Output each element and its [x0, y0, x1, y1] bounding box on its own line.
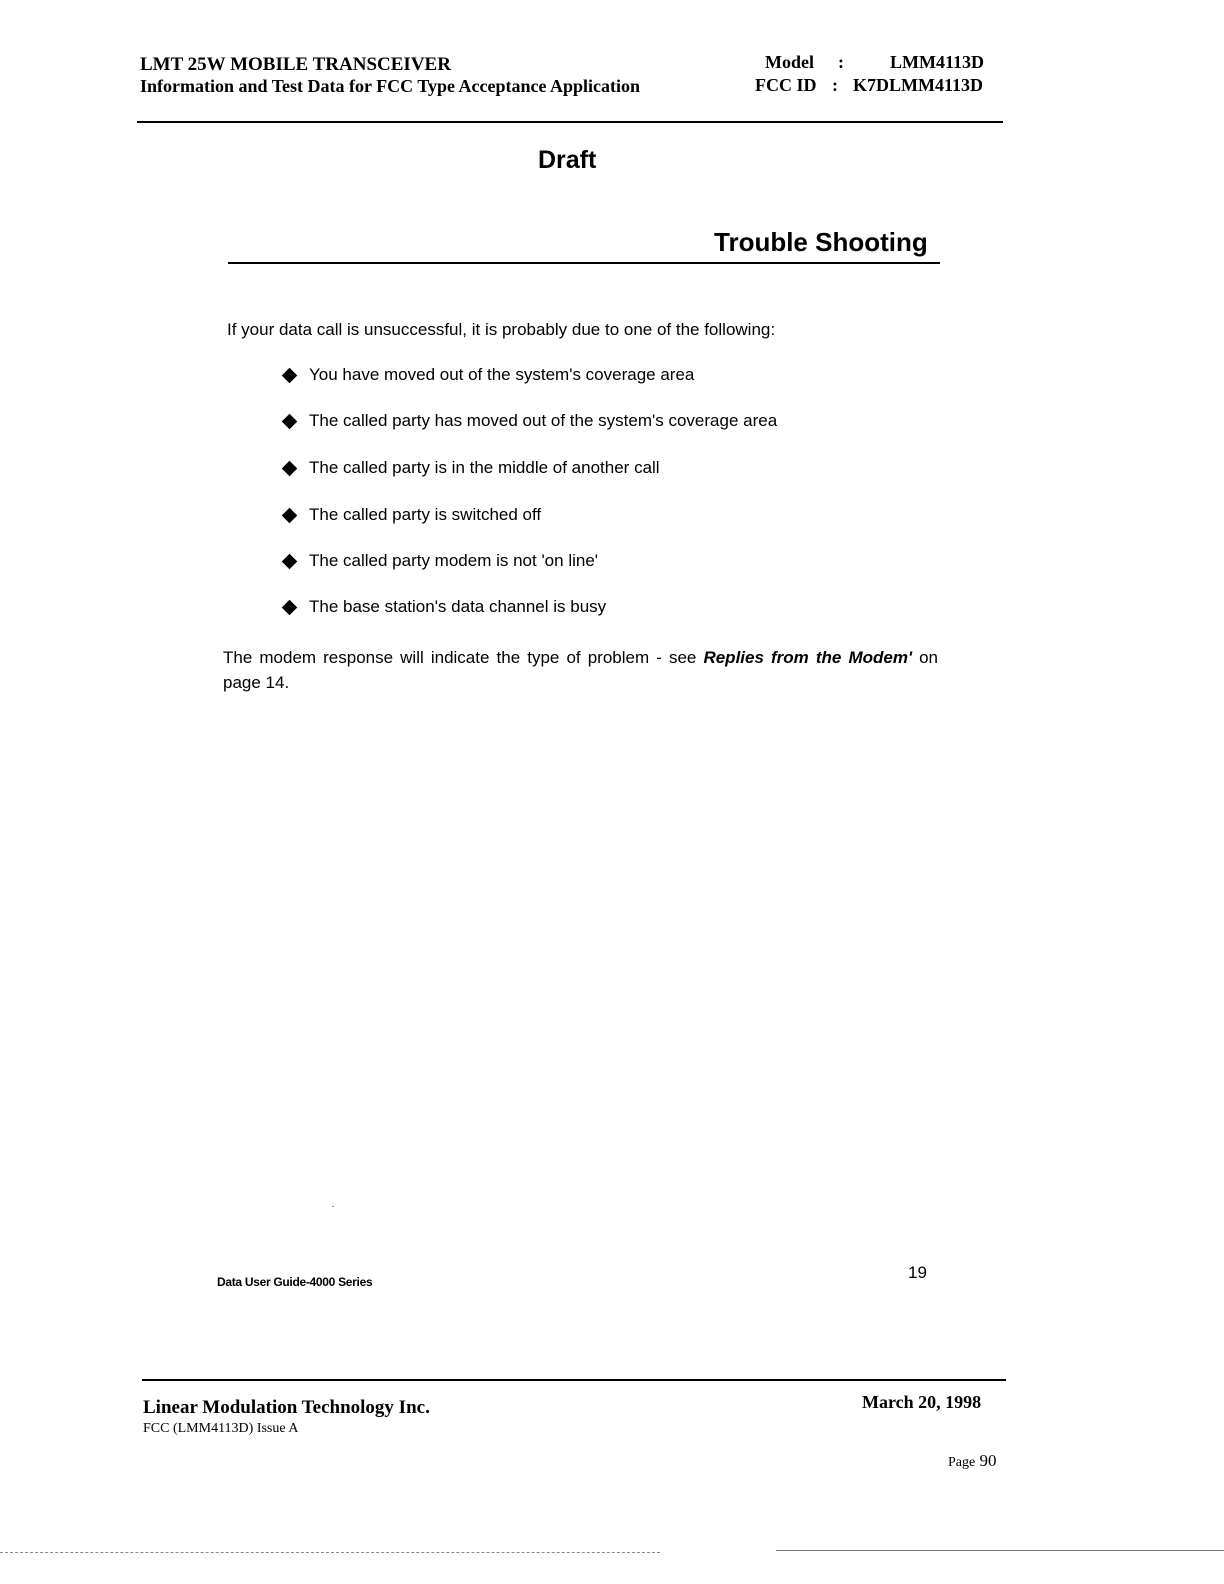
scan-artifact-line	[0, 1552, 660, 1554]
diamond-bullet-icon	[282, 553, 298, 569]
closing-text: The modem response will indicate the type of problem - see	[223, 648, 704, 667]
list-item	[282, 505, 541, 525]
list-item	[282, 597, 606, 617]
footer-page-word: Page	[948, 1455, 976, 1470]
list-item-text: You have moved out of the system's coverage area	[309, 365, 695, 384]
section-title: Trouble Shooting	[714, 227, 928, 257]
header-title: LMT 25W MOBILE TRANSCEIVER	[140, 54, 451, 75]
model-colon: :	[838, 52, 844, 72]
list-item	[282, 458, 660, 478]
cross-reference: Replies from the Modem'	[703, 648, 912, 667]
footer-page-number: 90	[979, 1451, 997, 1470]
scan-speck	[332, 1206, 334, 1207]
closing-text-end: on page 14.	[223, 648, 938, 692]
footer-date: March 20, 1998	[862, 1392, 982, 1412]
list-item	[282, 365, 694, 385]
draft-label: Draft	[538, 146, 597, 174]
header-divider	[137, 121, 1003, 123]
diamond-bullet-icon	[282, 413, 298, 429]
section-divider	[228, 262, 940, 264]
fcc-id-label: FCC ID	[755, 75, 817, 95]
list-item-text: The called party modem is not 'on line'	[309, 551, 599, 570]
scan-artifact-line	[776, 1550, 1224, 1551]
diamond-bullet-icon	[282, 367, 298, 383]
fcc-id-colon: :	[832, 75, 838, 95]
diamond-bullet-icon	[282, 460, 298, 476]
intro-paragraph: If your data call is unsuccessful, it is probably due to one of the following:	[227, 320, 776, 339]
header-subtitle: Information and Test Data for FCC Type Acceptance Application	[140, 76, 641, 96]
footer-page	[948, 1451, 996, 1471]
diamond-bullet-icon	[282, 599, 298, 615]
closing-paragraph	[223, 645, 938, 695]
list-item	[282, 551, 598, 571]
footer-divider	[142, 1379, 1006, 1381]
list-item-text: The called party has moved out of the system's coverage area	[309, 411, 778, 430]
footer-company: Linear Modulation Technology Inc.	[143, 1397, 430, 1418]
list-item-text: The called party is switched off	[309, 505, 542, 524]
list-item-text: The called party is in the middle of another call	[309, 458, 660, 477]
footer-fcc-issue: FCC (LMM4113D) Issue A	[143, 1421, 299, 1436]
list-item-text: The base station's data channel is busy	[309, 597, 607, 616]
diamond-bullet-icon	[282, 507, 298, 523]
guide-footer-label: Data User Guide-4000 Series	[217, 1275, 373, 1289]
guide-page-number: 19	[908, 1263, 927, 1282]
model-value: LMM4113D	[890, 52, 984, 72]
fcc-id-value: K7DLMM4113D	[853, 75, 983, 95]
model-label: Model	[765, 52, 814, 72]
list-item	[282, 411, 777, 431]
